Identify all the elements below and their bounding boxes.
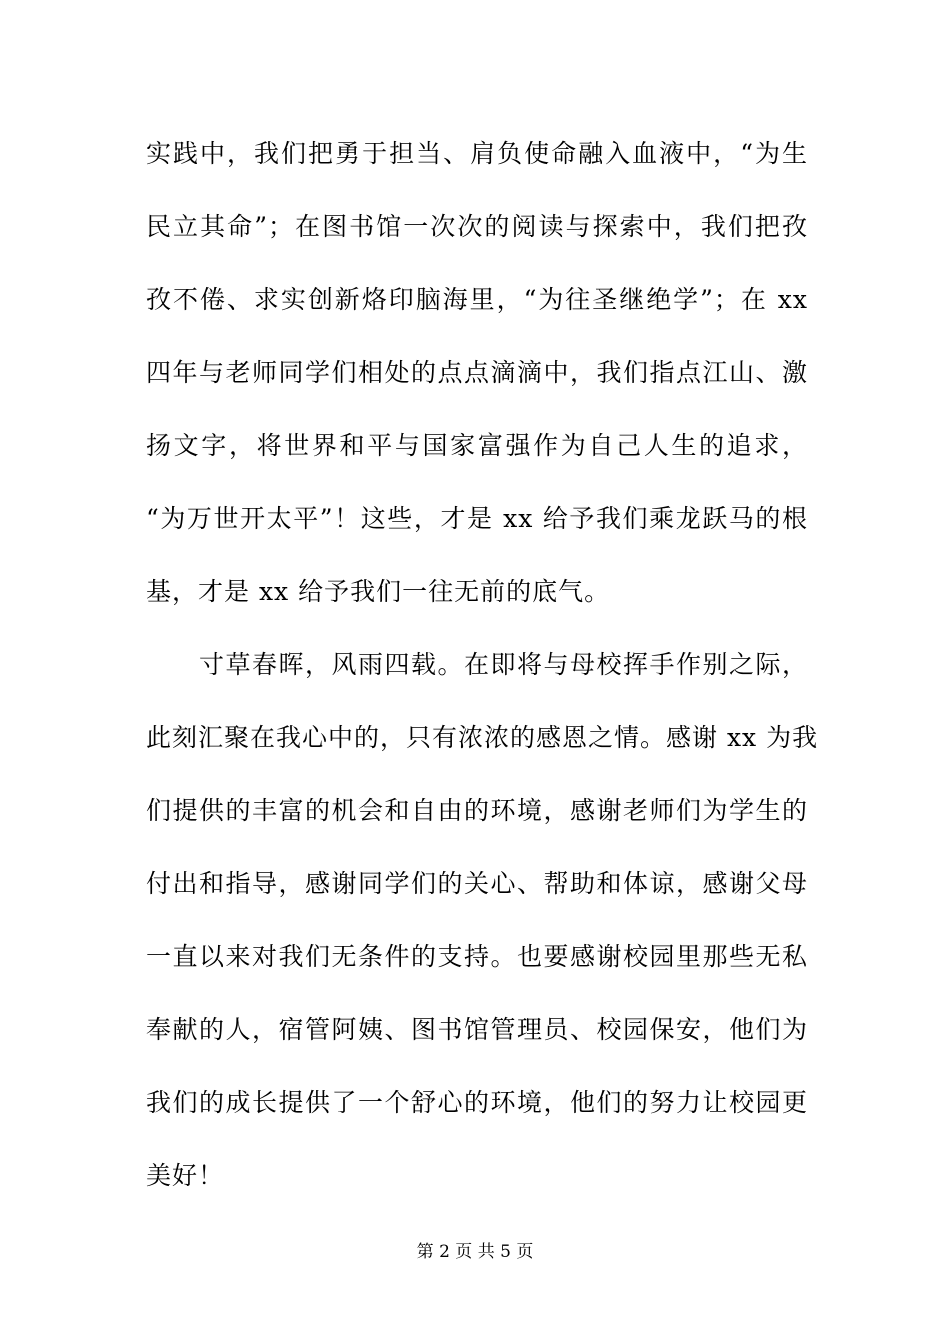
text-line: “为万世开太平”！这些，才是 xx 给予我们乘龙跃马的根 [146, 504, 808, 533]
text-line: 奉献的人，宿管阿姨、图书馆管理员、校园保安，他们为 [146, 1015, 808, 1044]
body-text [146, 128, 819, 1223]
text-line: 们提供的丰富的机会和自由的环境，感谢老师们为学生的 [146, 796, 808, 825]
text-line: 此刻汇聚在我心中的，只有浓浓的感恩之情。感谢 xx 为我 [146, 723, 819, 752]
text-line: 四年与老师同学们相处的点点滴滴中，我们指点江山、激 [146, 358, 808, 387]
text-line: 付出和指导，感谢同学们的关心、帮助和体谅，感谢父母 [146, 869, 808, 898]
page-number-footer: 第 2 页 共 5 页 [416, 1242, 534, 1262]
text-line: 孜不倦、求实创新烙印脑海里，“为往圣继绝学”；在 xx [146, 285, 808, 314]
text-line: 我们的成长提供了一个舒心的环境，他们的努力让校园更 [146, 1088, 808, 1117]
text-line: 扬文字，将世界和平与国家富强作为自己人生的追求， [146, 431, 808, 460]
text-line: 一直以来对我们无条件的支持。也要感谢校园里那些无私 [146, 942, 808, 971]
text-line: 民立其命”；在图书馆一次次的阅读与探索中，我们把孜 [146, 212, 808, 241]
text-line: 美好！ [146, 1161, 225, 1190]
text-line: 寸草春晖，风雨四载。在即将与母校挥手作别之际， [146, 650, 808, 679]
text-line: 实践中，我们把勇于担当、肩负使命融入血液中，“为生 [146, 139, 808, 168]
text-line: 基，才是 xx 给予我们一往无前的底气。 [146, 577, 611, 606]
